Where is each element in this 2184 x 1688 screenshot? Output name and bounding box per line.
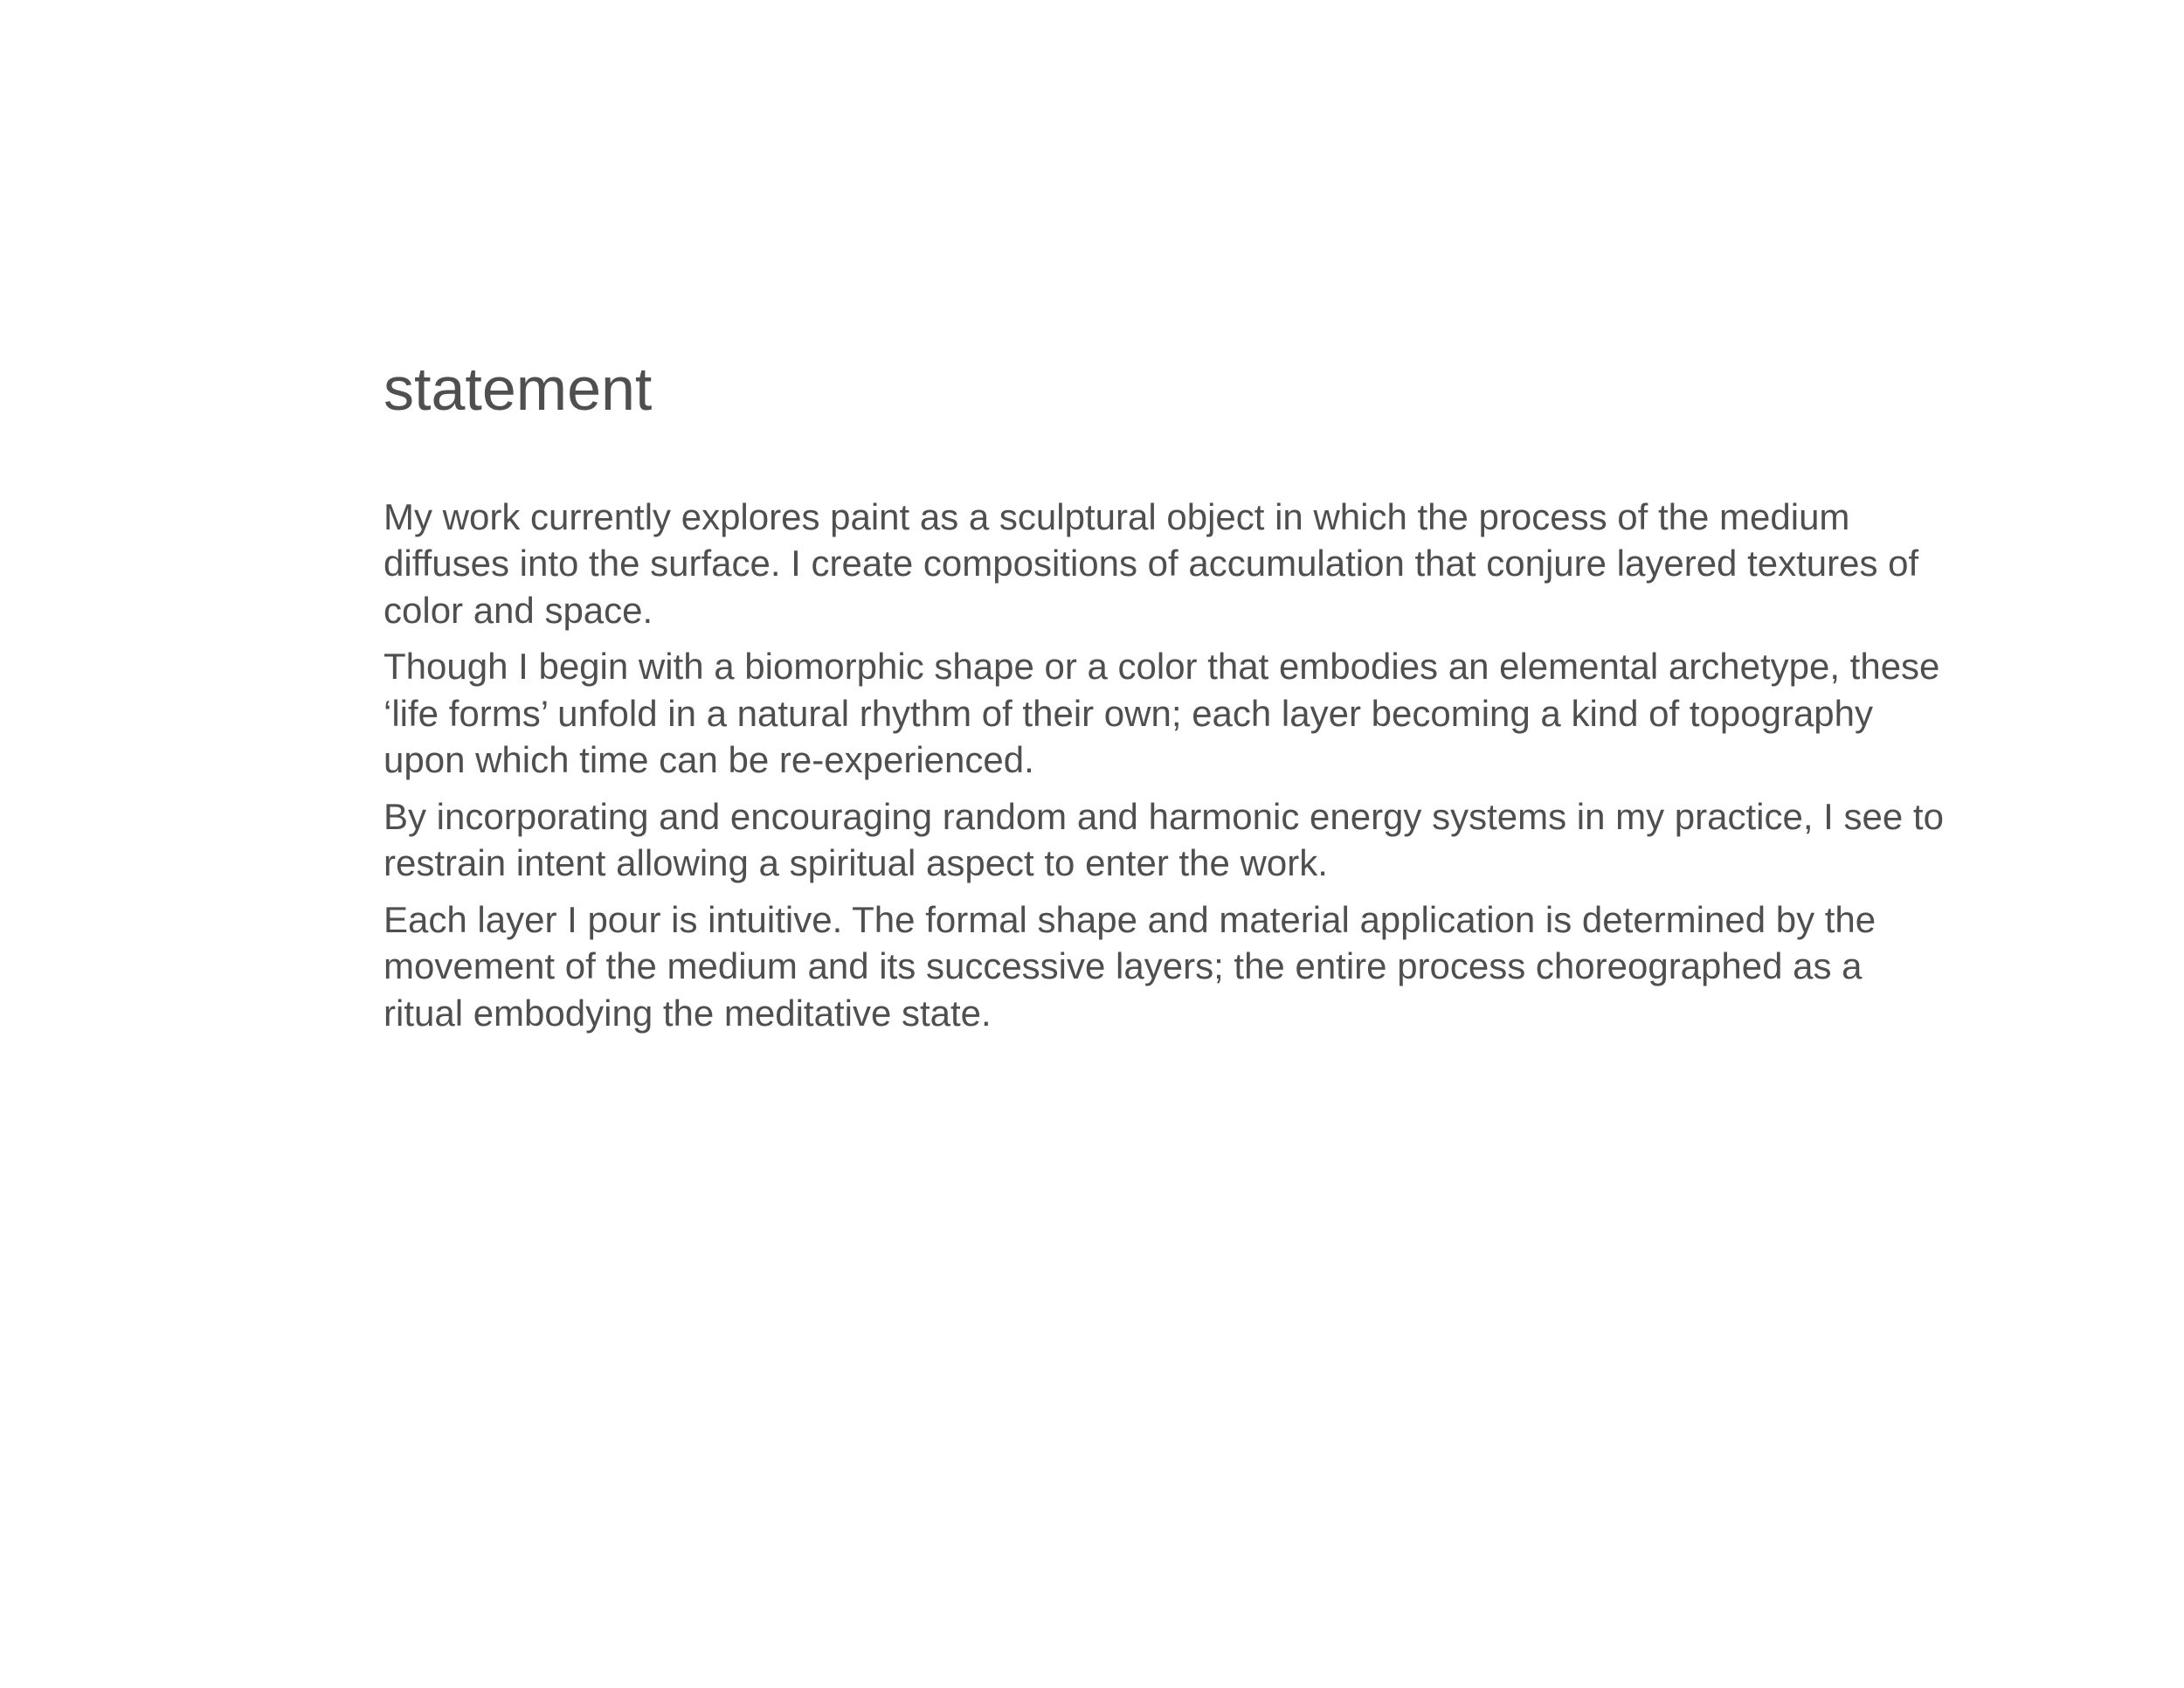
paragraph-1: My work currently explores paint as a sculptural object in which the process of the medium diffuses into the surface. I create compositions of accumulation that conjure layered textures of color and space. <box>384 495 1919 631</box>
paragraph-4: Each layer I pour is intuitive. The formal shape and material application is determined by the movement of the medium and its successive layers; the entire process choreographed as a ritual embodying the meditative state. <box>384 898 1876 1034</box>
statement-section <box>384 354 1947 1046</box>
paragraph-3: By incorporating and encouraging random and harmonic energy systems in my practice, I see to restrain intent allowing a spiritual aspect to enter the work. <box>384 795 1944 883</box>
page-title: statement <box>384 355 653 423</box>
paragraph-2: Though I begin with a biomorphic shape or a color that embodies an elemental archetype, these ‘life forms’ unfold in a natural rhythm of their own; each layer becoming a kind of topography upon which time can be re-experienced. <box>384 646 1940 780</box>
statement-body <box>384 494 1947 1037</box>
